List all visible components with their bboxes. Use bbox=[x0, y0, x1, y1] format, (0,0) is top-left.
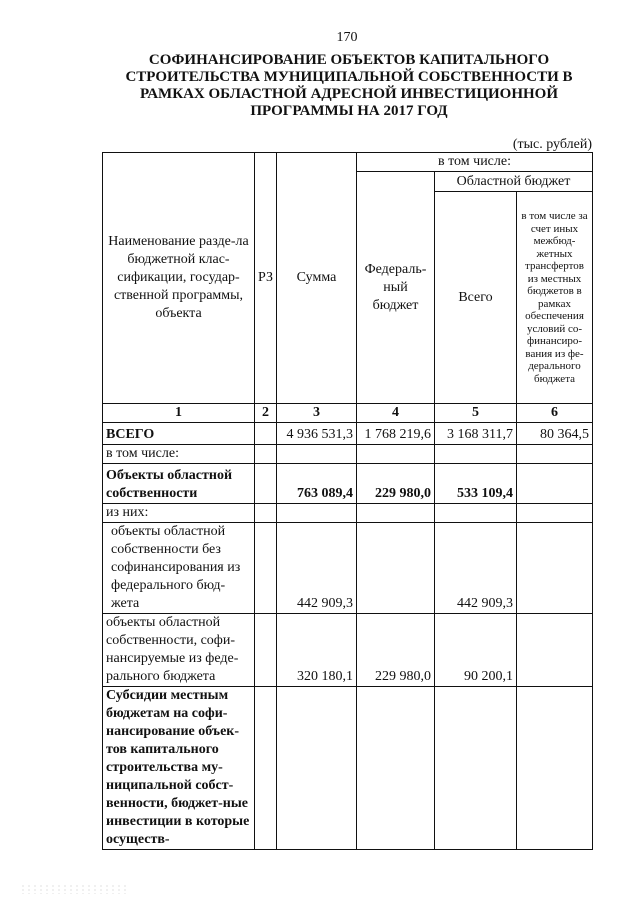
header-name: Наименование разде-ла бюджетной клас-сификации, государ-ственной программы, объекта bbox=[103, 153, 255, 404]
table-row bbox=[103, 423, 593, 445]
row-federal: 229 980,0 bbox=[357, 614, 435, 687]
column-number: 6 bbox=[517, 404, 593, 423]
column-number: 3 bbox=[277, 404, 357, 423]
header-regional-incl: в том числе за счет иных межбюд-жетных трансфертов из местных бюджетов в рамках обеспечения условий со-финансиро-вания из фе-дерального бюджета bbox=[517, 192, 593, 404]
table-row bbox=[103, 687, 593, 850]
title-line: РАМКАХ ОБЛАСТНОЙ АДРЕСНОЙ ИНВЕСТИЦИОННОЙ bbox=[139, 86, 558, 102]
row-regional-total: 533 109,4 bbox=[435, 464, 517, 504]
row-federal bbox=[357, 504, 435, 523]
row-name: из них: bbox=[103, 504, 255, 523]
row-rz bbox=[255, 423, 277, 445]
row-name: объекты областной собственности без софинансирования из федерального бюд-жета bbox=[103, 523, 255, 614]
row-rz bbox=[255, 464, 277, 504]
row-rz bbox=[255, 523, 277, 614]
row-name: объекты областной собственности, софи-нансируемые из феде-рального бюджета bbox=[103, 614, 255, 687]
column-number: 4 bbox=[357, 404, 435, 423]
table-row bbox=[103, 523, 593, 614]
units-note: (тыс. рублей) bbox=[512, 137, 592, 152]
column-numbers-row bbox=[103, 404, 593, 423]
row-sum bbox=[277, 445, 357, 464]
column-number: 2 bbox=[255, 404, 277, 423]
row-federal bbox=[357, 523, 435, 614]
row-name: в том числе: bbox=[103, 445, 255, 464]
title-line: СОФИНАНСИРОВАНИЕ ОБЪЕКТОВ КАПИТАЛЬНОГО bbox=[148, 52, 550, 68]
header-sum: Сумма bbox=[277, 153, 357, 404]
row-regional-incl bbox=[517, 504, 593, 523]
row-rz bbox=[255, 614, 277, 687]
header-federal: Федераль-ный бюджет bbox=[357, 172, 435, 404]
row-federal bbox=[357, 445, 435, 464]
row-rz bbox=[255, 504, 277, 523]
table-row bbox=[103, 504, 593, 523]
row-federal: 229 980,0 bbox=[357, 464, 435, 504]
row-regional-total bbox=[435, 445, 517, 464]
row-regional-total: 90 200,1 bbox=[435, 614, 517, 687]
page-title bbox=[100, 52, 598, 120]
budget-table bbox=[102, 152, 593, 850]
row-sum: 320 180,1 bbox=[277, 614, 357, 687]
header-regional-total: Всего bbox=[435, 192, 517, 404]
table-row bbox=[103, 614, 593, 687]
row-sum: 763 089,4 bbox=[277, 464, 357, 504]
row-regional-total bbox=[435, 687, 517, 850]
header-regional: Областной бюджет bbox=[435, 172, 593, 192]
row-regional-total: 442 909,3 bbox=[435, 523, 517, 614]
scan-noise bbox=[20, 884, 130, 894]
row-regional-incl bbox=[517, 687, 593, 850]
row-regional-incl bbox=[517, 445, 593, 464]
row-rz bbox=[255, 445, 277, 464]
row-regional-total: 3 168 311,7 bbox=[435, 423, 517, 445]
page-number: 170 bbox=[336, 30, 358, 45]
row-regional-incl bbox=[517, 614, 593, 687]
header-rz: РЗ bbox=[255, 153, 277, 404]
title-line: ПРОГРАММЫ НА 2017 ГОД bbox=[250, 103, 448, 119]
row-name: ВСЕГО bbox=[103, 423, 255, 445]
row-sum: 442 909,3 bbox=[277, 523, 357, 614]
column-number: 5 bbox=[435, 404, 517, 423]
row-rz bbox=[255, 687, 277, 850]
row-sum: 4 936 531,3 bbox=[277, 423, 357, 445]
row-federal: 1 768 219,6 bbox=[357, 423, 435, 445]
row-regional-total bbox=[435, 504, 517, 523]
row-regional-incl bbox=[517, 464, 593, 504]
row-federal bbox=[357, 687, 435, 850]
column-number: 1 bbox=[103, 404, 255, 423]
row-sum bbox=[277, 687, 357, 850]
row-sum bbox=[277, 504, 357, 523]
row-regional-incl bbox=[517, 523, 593, 614]
row-regional-incl: 80 364,5 bbox=[517, 423, 593, 445]
table-row bbox=[103, 464, 593, 504]
row-name: Субсидии местным бюджетам на софи-нансирование объек-тов капитального строительства му-ниципальной собст-венности, бюджет-ные инвестиции в которые осуществ- bbox=[103, 687, 255, 850]
row-name: Объекты областной собственности bbox=[103, 464, 255, 504]
title-line: СТРОИТЕЛЬСТВА МУНИЦИПАЛЬНОЙ СОБСТВЕННОСТИ В bbox=[125, 69, 573, 85]
table-row bbox=[103, 445, 593, 464]
header-including: в том числе: bbox=[357, 153, 593, 172]
